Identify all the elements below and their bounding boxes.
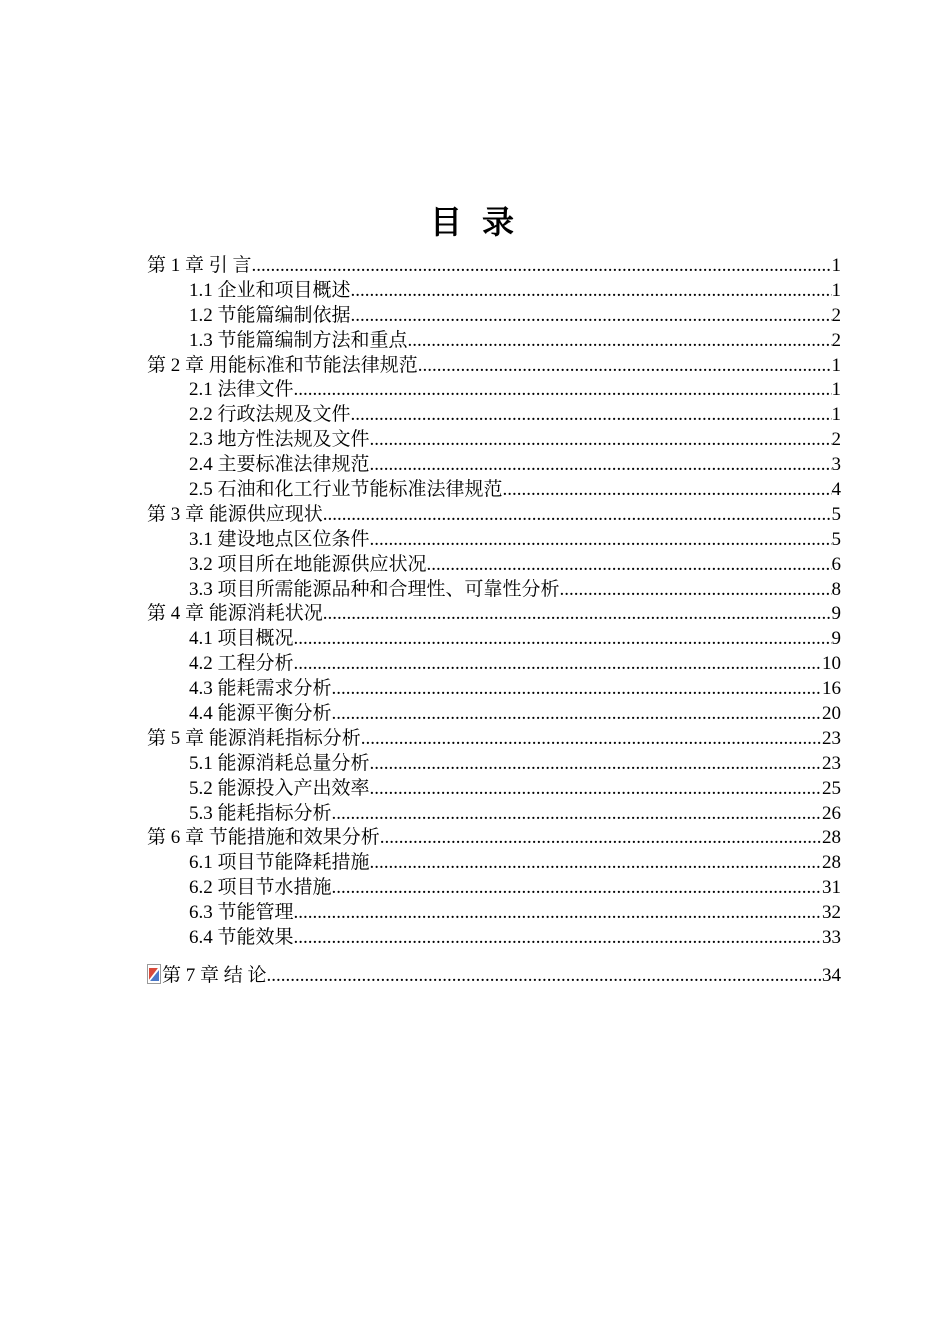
toc-page-number: 5 bbox=[831, 528, 841, 550]
toc-page-number: 1 bbox=[831, 255, 841, 276]
toc-leader-dots bbox=[332, 876, 822, 901]
toc-page-number: 23 bbox=[822, 752, 841, 774]
toc-page-number: 2 bbox=[831, 329, 841, 351]
toc-entry[interactable] bbox=[147, 876, 841, 901]
toc-title: 目 录 bbox=[429, 204, 520, 240]
toc-entry[interactable] bbox=[147, 528, 841, 553]
toc-leader-dots bbox=[294, 378, 832, 403]
toc-entry-label: 3.3 项目所需能源品种和合理性、可靠性分析 bbox=[189, 578, 560, 600]
toc-entry[interactable] bbox=[147, 428, 841, 453]
toc-entry[interactable] bbox=[147, 627, 841, 652]
toc-leader-dots bbox=[370, 777, 822, 802]
toc-entry-label: 3.1 建设地点区位条件 bbox=[189, 528, 370, 550]
toc-entry[interactable] bbox=[147, 329, 841, 354]
toc-entry-label: 4.1 项目概况 bbox=[189, 628, 294, 650]
broken-image-icon bbox=[147, 964, 161, 984]
toc-leader-dots bbox=[294, 901, 822, 926]
toc-entry[interactable] bbox=[147, 553, 841, 578]
toc-leader-dots bbox=[252, 254, 832, 279]
toc-leader-dots bbox=[332, 802, 822, 827]
toc-entry-label: 2.5 石油和化工行业节能标准法律规范 bbox=[189, 479, 503, 501]
toc-entry-label: 2.2 行政法规及文件 bbox=[189, 404, 351, 426]
toc-leader-dots bbox=[560, 578, 832, 603]
toc-page-number: 23 bbox=[822, 727, 841, 749]
toc-entry[interactable] bbox=[147, 602, 841, 627]
toc-entry-label: 4.2 工程分析 bbox=[189, 653, 294, 675]
toc-leader-dots bbox=[418, 354, 832, 379]
toc-entry-label: 5.2 能源投入产出效率 bbox=[189, 777, 370, 799]
toc-entry-label: 2.3 地方性法规及文件 bbox=[189, 429, 370, 451]
toc-entry-label: 6.1 项目节能降耗措施 bbox=[189, 852, 370, 874]
toc-entry[interactable] bbox=[147, 578, 841, 603]
toc-entry[interactable] bbox=[147, 378, 841, 403]
toc-leader-dots bbox=[408, 329, 832, 354]
toc-page-number: 20 bbox=[822, 703, 841, 725]
toc-entry[interactable] bbox=[147, 777, 841, 802]
toc-entry-label: 2.1 法律文件 bbox=[189, 379, 294, 401]
toc-entry-label: 4.3 能耗需求分析 bbox=[189, 678, 332, 700]
toc-entry-label: 4.4 能源平衡分析 bbox=[189, 703, 332, 725]
toc-entry-label: 6.2 项目节水措施 bbox=[189, 877, 332, 899]
toc-entry-label: 6.3 节能管理 bbox=[189, 902, 294, 924]
toc-leader-dots bbox=[361, 727, 822, 752]
toc-leader-dots bbox=[370, 453, 832, 478]
toc-entry[interactable] bbox=[147, 503, 841, 528]
toc-entry-label: 第 6 章 节能措施和效果分析 bbox=[147, 827, 380, 849]
toc-entry-label: 5.1 能源消耗总量分析 bbox=[189, 752, 370, 774]
toc-page-number: 10 bbox=[822, 653, 841, 675]
toc-entry-label: 第 5 章 能源消耗指标分析 bbox=[147, 727, 361, 749]
toc-entry[interactable] bbox=[147, 926, 841, 951]
toc-page-number: 5 bbox=[831, 503, 841, 525]
toc-page-number: 2 bbox=[831, 304, 841, 326]
toc-leader-dots bbox=[370, 428, 832, 453]
toc-leader-dots bbox=[294, 627, 832, 652]
toc-page-number: 25 bbox=[822, 777, 841, 799]
toc-entry[interactable] bbox=[147, 652, 841, 677]
toc-leader-dots bbox=[351, 279, 832, 304]
toc-page-number: 34 bbox=[822, 964, 841, 986]
toc-page-number: 9 bbox=[831, 603, 841, 625]
toc-leader-dots bbox=[427, 553, 832, 578]
toc-entry-label: 第 7 章 结 论 bbox=[147, 964, 267, 989]
toc-entry[interactable] bbox=[147, 354, 841, 379]
toc-page-number: 31 bbox=[822, 877, 841, 899]
toc-entry[interactable] bbox=[147, 304, 841, 329]
toc-page-number: 28 bbox=[822, 827, 841, 849]
toc-page-number: 8 bbox=[831, 578, 841, 600]
toc-leader-dots bbox=[351, 403, 832, 428]
toc-entry[interactable] bbox=[147, 901, 841, 926]
toc-page-number: 1 bbox=[831, 279, 841, 301]
toc-entry[interactable] bbox=[147, 752, 841, 777]
toc-page-number: 2 bbox=[831, 429, 841, 451]
toc-entry-label: 6.4 节能效果 bbox=[189, 927, 294, 949]
toc-entry[interactable] bbox=[147, 254, 841, 279]
table-of-contents bbox=[147, 254, 841, 989]
toc-entry-label: 第 3 章 能源供应现状 bbox=[147, 503, 323, 525]
toc-page-number: 16 bbox=[822, 678, 841, 700]
toc-leader-dots bbox=[332, 702, 822, 727]
toc-leader-dots bbox=[370, 752, 822, 777]
toc-leader-dots bbox=[294, 926, 822, 951]
toc-leader-dots bbox=[503, 478, 832, 503]
toc-entry-label: 1.1 企业和项目概述 bbox=[189, 279, 351, 301]
toc-leader-dots bbox=[351, 304, 832, 329]
toc-page-number: 1 bbox=[831, 379, 841, 401]
toc-entry[interactable] bbox=[147, 727, 841, 752]
toc-entry-label: 2.4 主要标准法律规范 bbox=[189, 454, 370, 476]
toc-entry-chapter-7[interactable] bbox=[147, 964, 841, 989]
toc-entry[interactable] bbox=[147, 702, 841, 727]
toc-entry-label: 1.3 节能篇编制方法和重点 bbox=[189, 329, 408, 351]
toc-entry[interactable] bbox=[147, 478, 841, 503]
toc-page-number: 9 bbox=[831, 628, 841, 650]
toc-leader-dots bbox=[294, 652, 822, 677]
toc-entry-label: 3.2 项目所在地能源供应状况 bbox=[189, 553, 427, 575]
toc-leader-dots bbox=[323, 602, 832, 627]
toc-page-number: 6 bbox=[831, 553, 841, 575]
toc-page-number: 1 bbox=[831, 404, 841, 426]
toc-entry[interactable] bbox=[147, 453, 841, 478]
toc-page-number: 28 bbox=[822, 852, 841, 874]
toc-page-number: 32 bbox=[822, 902, 841, 924]
toc-page-number: 26 bbox=[822, 802, 841, 824]
toc-entry-label: 1.2 节能篇编制依据 bbox=[189, 304, 351, 326]
toc-leader-dots bbox=[323, 503, 832, 528]
toc-entry[interactable] bbox=[147, 677, 841, 702]
toc-entry-label: 第 2 章 用能标准和节能法律规范 bbox=[147, 354, 418, 376]
toc-page-number: 3 bbox=[831, 454, 841, 476]
toc-entry-label: 第 1 章 引 言 bbox=[147, 255, 252, 276]
toc-entry[interactable] bbox=[147, 802, 841, 827]
toc-entry[interactable] bbox=[147, 279, 841, 304]
toc-entry-label: 5.3 能耗指标分析 bbox=[189, 802, 332, 824]
toc-leader-dots bbox=[370, 528, 832, 553]
toc-entry[interactable] bbox=[147, 826, 841, 851]
toc-leader-dots bbox=[380, 826, 822, 851]
toc-leader-dots bbox=[332, 677, 822, 702]
toc-page-number: 4 bbox=[831, 479, 841, 501]
toc-entry[interactable] bbox=[147, 851, 841, 876]
toc-leader-dots bbox=[370, 851, 822, 876]
toc-entry[interactable] bbox=[147, 403, 841, 428]
toc-page-number: 33 bbox=[822, 927, 841, 949]
toc-leader-dots bbox=[267, 964, 822, 989]
toc-entry-label: 第 4 章 能源消耗状况 bbox=[147, 603, 323, 625]
toc-page-number: 1 bbox=[831, 354, 841, 376]
